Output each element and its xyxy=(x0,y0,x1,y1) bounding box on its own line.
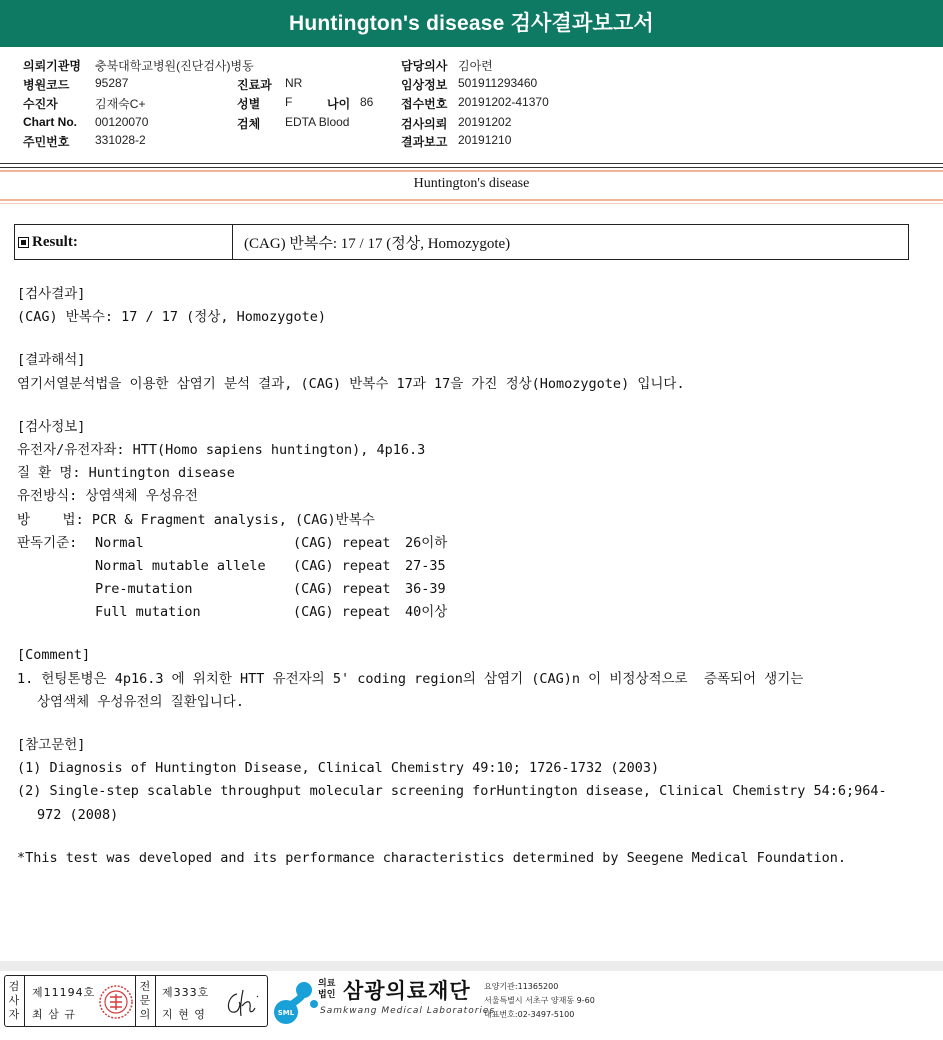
result-label: Result: xyxy=(32,233,78,250)
seal-stamp-icon xyxy=(97,982,135,1022)
signature-icon xyxy=(223,986,265,1020)
criteria-unit: (CAG) repeat xyxy=(293,581,391,598)
criteria-row xyxy=(17,532,927,555)
patient-info-panel xyxy=(0,53,943,163)
hospital-code-label: 병원코드 xyxy=(23,78,70,92)
signature-box xyxy=(4,975,268,1027)
tester-name: 최 삼 규 xyxy=(32,1008,76,1021)
checkbox-icon xyxy=(18,237,29,248)
age-value: 86 xyxy=(360,95,374,109)
result-value: (CAG) 반복수: 17 / 17 (정상, Homozygote) xyxy=(244,235,511,252)
report-title: Huntington's disease 검사결과보고서 xyxy=(0,0,943,47)
gene-line: 유전자/유전자좌: HTT(Homo sapiens huntington), 4p16.3 xyxy=(17,441,426,458)
specimen-label: 검체 xyxy=(237,117,261,131)
requested-label: 검사의뢰 xyxy=(401,117,448,131)
criteria-label: 판독기준: xyxy=(17,534,78,551)
comment-heading: [Comment] xyxy=(17,647,91,664)
result-summary-box xyxy=(14,224,909,260)
criteria-row xyxy=(17,601,927,624)
inheritance-line: 유전방식: 상염색체 우성유전 xyxy=(17,488,198,505)
criteria-unit: (CAG) repeat xyxy=(293,604,391,621)
result-label-cell xyxy=(15,225,233,259)
ref-heading: [참고문헌] xyxy=(17,737,86,753)
reported-label: 결과보고 xyxy=(401,135,448,149)
contact-code: 요양기관:11365200 xyxy=(484,982,559,991)
divider xyxy=(0,163,943,164)
result-heading: [검사결과] xyxy=(17,286,86,302)
specimen-value: EDTA Blood xyxy=(285,115,350,129)
criteria-range: 40이상 xyxy=(405,604,448,621)
criteria-unit: (CAG) repeat xyxy=(293,534,391,551)
interp-text: 염기서열분석법을 이용한 삼염기 분석 결과, (CAG) 반복수 17과 17을 가진 정상(Homozygote) 입니다. xyxy=(17,375,685,392)
sml-logo-icon xyxy=(272,978,322,1026)
footer-band xyxy=(0,961,943,971)
dept-value: NR xyxy=(285,76,303,90)
chart-value: 00120070 xyxy=(95,115,149,129)
sex-value: F xyxy=(285,95,293,109)
org-legal: 의료법인 xyxy=(318,979,336,1000)
id-value: 331028-2 xyxy=(95,133,146,147)
dept-label: 진료과 xyxy=(237,78,272,92)
clinical-label: 임상정보 xyxy=(401,78,448,92)
criteria-name: Normal mutable allele xyxy=(95,557,266,574)
specialist-name: 지 현 영 xyxy=(162,1008,206,1021)
interp-heading: [결과해석] xyxy=(17,352,86,369)
divider xyxy=(0,170,943,172)
footnote: *This test was developed and its performance characteristics determined by Seegene Medical Foundation. xyxy=(17,849,847,866)
comment-line: 1. 헌팅톤병은 4p16.3 에 위치한 HTT 유전자의 5' coding region의 삼염기 (CAG)n 이 비정상적으로 증폭되어 생기는 xyxy=(17,670,804,687)
criteria-name: Full mutation xyxy=(95,604,201,621)
criteria-range: 36-39 xyxy=(405,581,446,598)
divider xyxy=(0,203,943,204)
criteria-row xyxy=(17,555,927,578)
info-heading: [검사정보] xyxy=(17,418,86,435)
reference-item: 972 (2008) xyxy=(37,806,119,823)
patient-label: 수진자 xyxy=(23,97,58,111)
age-label: 나이 xyxy=(327,97,351,111)
criteria-name: Pre-mutation xyxy=(95,581,193,598)
institution-label: 의뢰기관명 xyxy=(23,59,81,73)
hospital-code-value: 95287 xyxy=(95,76,129,90)
receipt-value: 20191202-41370 xyxy=(458,95,549,109)
specialist-license: 제333호 xyxy=(162,986,210,999)
disease-line: 질 환 명: Huntington disease xyxy=(17,465,235,482)
criteria-name: Normal xyxy=(95,534,144,551)
id-label: 주민번호 xyxy=(23,135,70,149)
criteria-range: 26이하 xyxy=(405,534,448,551)
clinical-value: 501911293460 xyxy=(458,76,538,90)
method-line: 방 법: PCR & Fragment analysis, (CAG)반복수 xyxy=(17,511,375,528)
sex-label: 성별 xyxy=(237,97,261,111)
reported-value: 20191210 xyxy=(458,133,512,147)
comment-line: 상염색체 우성유전의 질환입니다. xyxy=(37,693,244,710)
divider xyxy=(0,167,943,168)
criteria-row xyxy=(17,578,927,601)
logo-text: SML xyxy=(277,1009,295,1017)
reference-item: (1) Diagnosis of Huntington Disease, Clinical Chemistry 49:10; 1726-1732 (2003) xyxy=(17,760,660,777)
receipt-label: 접수번호 xyxy=(401,97,448,111)
criteria-unit: (CAG) repeat xyxy=(293,557,391,574)
divider xyxy=(0,199,943,201)
reference-item: (2) Single-step scalable throughput molecular screening forHuntington disease, Clinical Chemistry 54:6;964- xyxy=(17,783,887,800)
specialist-label: 전문의 xyxy=(139,980,151,1021)
institution-value: 충북대학교병원(진단검사)병동 xyxy=(95,59,254,73)
doctor-value: 김아련 xyxy=(458,59,493,73)
org-name: 삼광의료재단 xyxy=(343,979,471,1003)
tester-label: 검사자 xyxy=(8,980,20,1021)
contact-info xyxy=(484,980,595,1022)
contact-address: 서울특별시 서초구 양재동 9-60 xyxy=(484,996,595,1005)
report-body xyxy=(17,283,927,870)
org-english: Samkwang Medical Laboratories xyxy=(320,1006,496,1016)
section-title: Huntington's disease xyxy=(413,176,530,191)
chart-label: Chart No. xyxy=(23,115,77,129)
criteria-range: 27-35 xyxy=(405,557,446,574)
result-text: (CAG) 반복수: 17 / 17 (정상, Homozygote) xyxy=(17,309,327,326)
requested-value: 20191202 xyxy=(458,115,512,129)
tester-license: 제11194호 xyxy=(32,986,96,999)
patient-value: 김재숙C+ xyxy=(95,97,146,111)
contact-phone: 대표번호:02-3497-5100 xyxy=(484,1010,575,1019)
doctor-label: 담당의사 xyxy=(401,59,448,73)
